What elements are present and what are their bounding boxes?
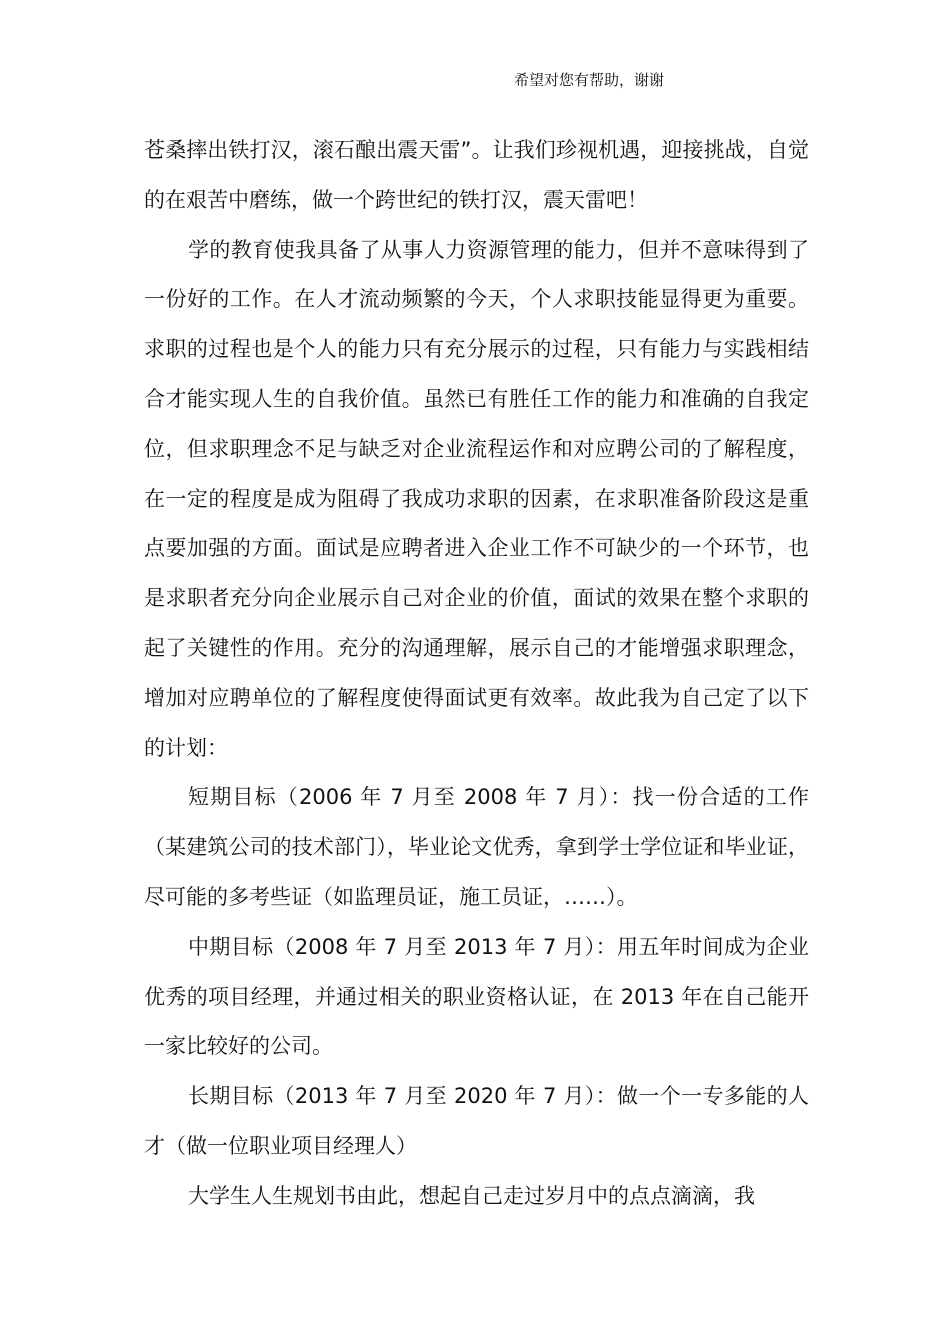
paragraph-continuation: 苍桑摔出铁打汉，滚石酿出震天雷”。让我们珍视机遇，迎接挑战，自觉的在艰苦中磨练，做一个跨世纪的铁打汉，震天雷吧！ xyxy=(144,138,809,212)
paragraph-short-term-goal: 短期目标（2006 年 7 月至 2008 年 7 月）：找一份合适的工作（某建筑公司的技术部门），毕业论文优秀，拿到学士学位证和毕业证，尽可能的多考些证（如监理员证，施工员证，……）。 xyxy=(144,785,809,909)
paragraph-mid-term-goal: 中期目标（2008 年 7 月至 2013 年 7 月）：用五年时间成为企业优秀的项目经理，并通过相关的职业资格认证，在 2013 年在自己能开一家比较好的公司。 xyxy=(144,934,809,1059)
paragraph-job-seeking: 学的教育使我具备了从事人力资源管理的能力，但并不意味得到了一份好的工作。在人才流动频繁的今天，个人求职技能显得更为重要。求职的过程也是个人的能力只有充分展示的过程，只有能力与实践相结合才能实现人生的自我价值。虽然已有胜任工作的能力和准确的自我定位，但求职理念不足与缺乏对企业流程运作和对应聘公司的了解程度，在一定的程度是成为阻碍了我成功求职的因素，在求职准备阶段这是重点要加强的方面。面试是应聘者进入企业工作不可缺少的一个环节，也是求职者充分向企业展示自己对企业的价值，面试的效果在整个求职的起了关键性的作用。充分的沟通理解，展示自己的才能增强求职理念，增加对应聘单位的了解程度使得面试更有效率。故此我为自己定了以下的计划： xyxy=(144,237,809,760)
document-body xyxy=(144,126,809,1222)
paragraph-closing: 大学生人生规划书由此，想起自己走过岁月中的点点滴滴，我 xyxy=(188,1183,755,1208)
paragraph-long-term-goal: 长期目标（2013 年 7 月至 2020 年 7 月）：做一个一专多能的人才（做一位职业项目经理人） xyxy=(144,1084,809,1158)
header-note: 希望对您有帮助，谢谢 xyxy=(514,71,665,89)
